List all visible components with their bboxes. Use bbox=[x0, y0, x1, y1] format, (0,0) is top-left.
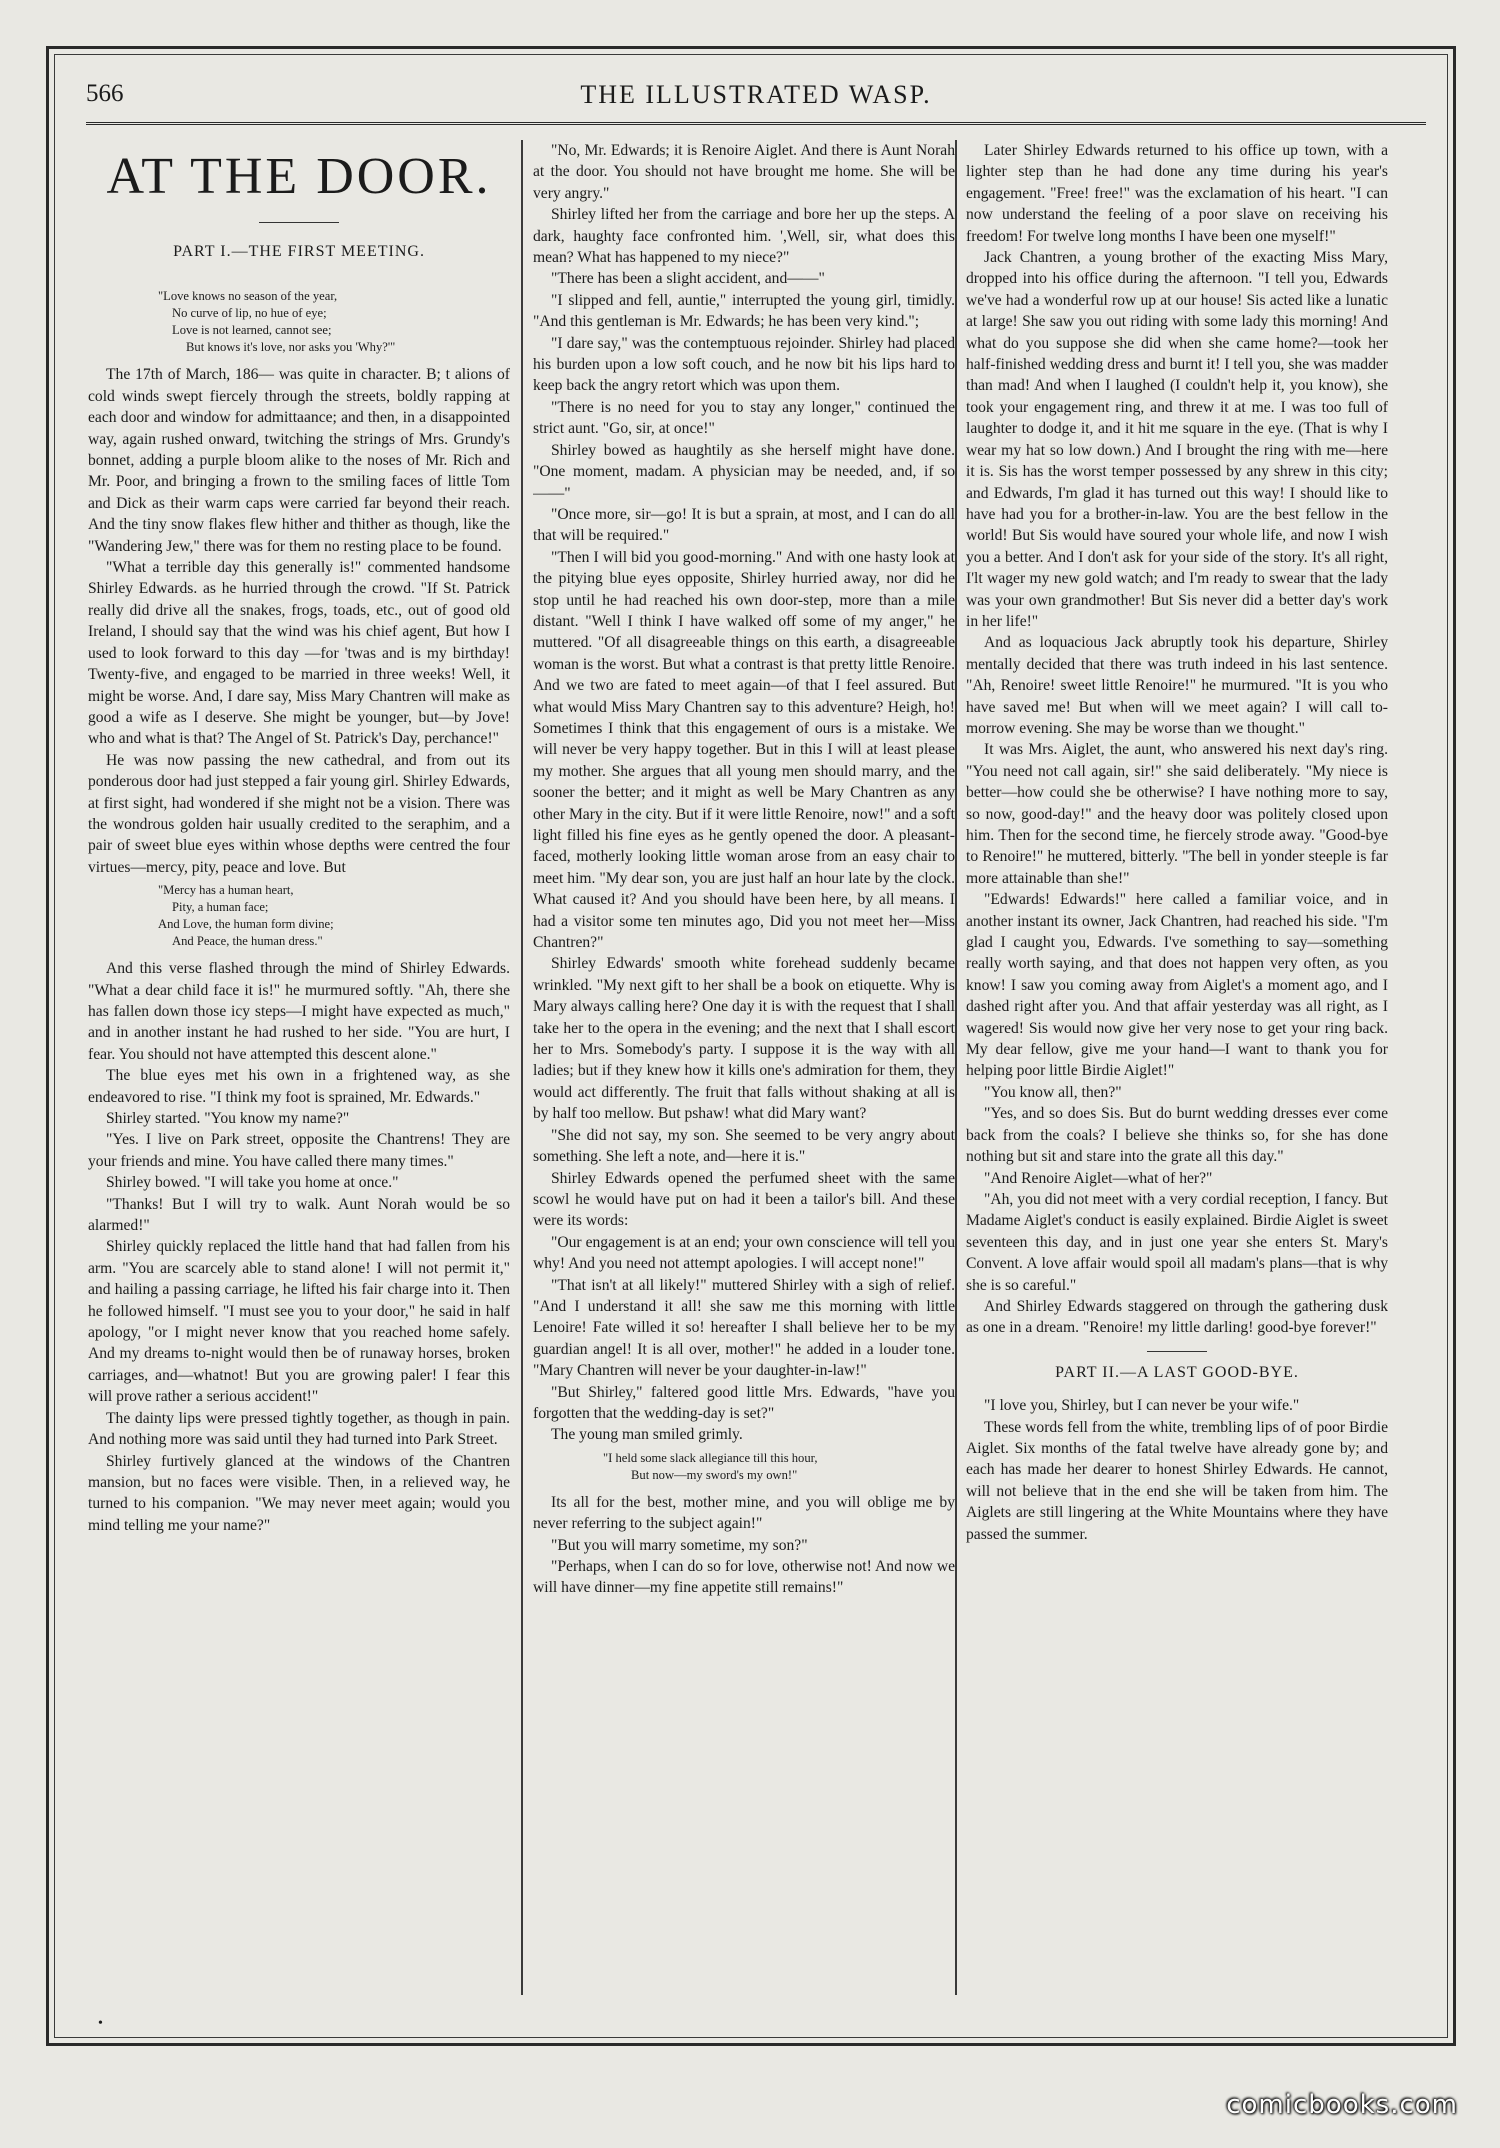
verse-line: Love is not learned, cannot see; bbox=[172, 323, 332, 338]
verse-line: But now—my sword's my own!" bbox=[631, 1467, 798, 1482]
epigraph bbox=[158, 288, 510, 356]
paragraph: The young man smiled grimly. bbox=[551, 1426, 743, 1444]
verse-line: "I held some slack allegiance till this hour, bbox=[603, 1450, 818, 1465]
verse-line: But knows it's love, nor asks you 'Why?'" bbox=[186, 340, 396, 355]
paragraph: Shirley furtively glanced at the windows of the Chantren mansion, but no faces were visible. Then, in a relieved way, he turned to his companion. "We may never meet again; would you mind telling me your name?" bbox=[88, 1452, 510, 1534]
paragraph: "Our engagement is at an end; your own conscience will tell you why! And you need not attempt apologies. I will accept none!" bbox=[533, 1233, 955, 1273]
paragraph: "I dare say," was the contemptuous rejoinder. Shirley had placed his burden upon a low soft couch, and he now bit his lips hard to keep back the angry retort which was upon them. bbox=[533, 334, 955, 395]
paragraph: "I slipped and fell, auntie," interrupted the young girl, timidly. "And this gentleman is Mr. Edwards; he has been very kind."; bbox=[533, 291, 955, 331]
paragraph: Shirley Edwards' smooth white forehead suddenly became wrinkled. "My next gift to her shall be a book on etiquette. Why is Mary always calling here? One day it is with the request that I shall take her to the opera in the evening; and the next that I shall escort her to Mrs. Somebody's party. I suppose it is the way with all ladies; but if they knew how it kills one's admiration for them, they would act differently. The fruit that falls without shaking at all is by half too mellow. But pshaw! what did Mary want? bbox=[533, 955, 955, 1123]
print-mark: • bbox=[98, 2016, 103, 2031]
paragraph: "Perhaps, when I can do so for love, otherwise not! And now we will have dinner—my fine appetite still remains!" bbox=[533, 1558, 955, 1597]
paragraph: "Thanks! But I will try to walk. Aunt Norah would be so alarmed!" bbox=[88, 1195, 510, 1235]
paragraph: These words fell from the white, trembling lips of of poor Birdie Aiglet. Six months of the fatal twelve have already gone by; and each has made her dearer to honest Shirley Edwards. He cannot, will not believe that in the end she will be taken from him. The Aiglets are still lingering at the White Mountains where they have passed the summer. bbox=[966, 1418, 1388, 1543]
verse-line: And Peace, the human dress." bbox=[172, 934, 323, 949]
verse-line: "Mercy has a human heart, bbox=[158, 883, 294, 898]
story-title: AT THE DOOR. bbox=[106, 148, 492, 205]
paragraph: Shirley bowed. "I will take you home at once." bbox=[106, 1174, 399, 1192]
section-rule bbox=[1147, 1351, 1207, 1352]
title-rule bbox=[259, 222, 339, 223]
column-3 bbox=[966, 140, 1388, 1995]
paragraph: He was now passing the new cathedral, and from out its ponderous door had just stepped a fair young girl. Shirley Edwards, at first sight, had wondered if she might not be a vision. There was the wondrous golden hair usually credited to the seraphim, and a pair of sweet blue eyes within whose depths were centred the four virtues—mercy, pity, peace and love. But bbox=[88, 751, 510, 876]
paragraph: And this verse flashed through the mind of Shirley Edwards. "What a dear child face it is!" he murmured softly. "Ah, there she has fallen down those icy steps—I might have expected as much," and in another instant he had rushed to her side. "You are hurt, I fear. You should not have attempted this descent alone." bbox=[88, 960, 510, 1063]
page-header bbox=[86, 80, 1426, 120]
part-heading: PART I.—THE FIRST MEETING. bbox=[173, 243, 425, 260]
paragraph: "Yes. I live on Park street, opposite the Chantrens! They are your friends and mine. You have called there many times." bbox=[88, 1131, 510, 1170]
paragraph: Shirley quickly replaced the little hand that had fallen from his arm. "You are scarcely able to stand alone! I will not permit it," and hailing a passing carriage, he lifted his fair charge into it. Then he followed himself. "I must see you to your door," he said in half apology, "or I might never know that you reached home safely. And my dreams to-night would then be of runaway horses, broken carriages, and—whatnot! But you are growing paler! I fear this will prove rather a serious accident!" bbox=[88, 1238, 510, 1406]
column-rule bbox=[955, 140, 957, 1995]
paragraph: Shirley started. "You know my name?" bbox=[106, 1110, 350, 1127]
verse-line: Pity, a human face; bbox=[172, 900, 269, 915]
page-number: 566 bbox=[86, 80, 124, 107]
header-rule bbox=[86, 122, 1426, 125]
paragraph: The dainty lips were pressed tightly together, as though in pain. And nothing more was said until they had turned into Park Street. bbox=[88, 1409, 510, 1449]
paragraph: "Once more, sir—go! It is but a sprain, at most, and I can do all that will be required." bbox=[533, 505, 955, 545]
paragraph: "What a terrible day this generally is!" commented handsome Shirley Edwards. as he hurried through the crowd. "If St. Patrick really did drive all the snakes, frogs, toads, etc., out of good old Ireland, I should say that the wind was his chief agent, But how I used to look forward to this day —for 'twas and is my birthday! Twenty-five, and engaged to be married in three weeks! Well, it might be worse. And, I dare say, Miss Mary Chantren will make as good a wife as I deserve. She might be younger, but—by Jove! who and what is that? The Angel of St. Patrick's Day, perchance!" bbox=[88, 559, 510, 748]
paragraph: "No, Mr. Edwards; it is Renoire Aiglet. And there is Aunt Norah at the door. You should not have brought me home. She will be very angry." bbox=[533, 142, 955, 202]
column-2 bbox=[533, 140, 955, 1995]
paragraph: Shirley Edwards opened the perfumed sheet with the same scowl he would have put on had it been a tailor's bill. And these were its words: bbox=[533, 1169, 955, 1230]
paragraph: Later Shirley Edwards returned to his office up town, with a lighter step than he had done any time during his year's engagement. "Free! free!" was the exclamation of his heart. "I can now understand the feeling of a poor slave on receiving his freedom! For twelve long months I have been one myself!" bbox=[966, 142, 1388, 245]
verse-quote bbox=[158, 882, 510, 950]
verse-line: No curve of lip, no hue of eye; bbox=[172, 306, 327, 321]
paragraph: "But Shirley," faltered good little Mrs. Edwards, "have you forgotten that the wedding-day is set?" bbox=[533, 1383, 955, 1422]
column-1 bbox=[88, 140, 510, 1995]
paragraph: "There has been a slight accident, and——" bbox=[551, 270, 825, 288]
paragraph: Jack Chantren, a young brother of the exacting Miss Mary, dropped into his office during the afternoon. "I tell you, Edwards we've had a wonderful row up at our house! Sis acted like a lunatic at large! She saw you out riding with some lady this morning! And what do you suppose she did when she came home?—took her half-finished wedding dress and burnt it! I tell you, she was madder than mad! And when I laughed (I couldn't help it, you know), she took your engagement ring, and threw it at me. I was too full of laughter to dodge it, and it hit me square in the eye. (That is why I wear my hat so low down.) And I brought the ring with me—here it is. Sis has the worst temper possessed by any shrew in this city; and Edwards, I'm glad it has turned out this way! I should like to have had you for a brother-in-law. You are the best fellow in the world! But Sis would have soured your whole life, and now I wish you a better. And I don't ask for your side of the story. It's all right, I'lt wager my new gold watch; and I'm ready to swear that the lady was your own grandmother! But Sis never did a better day's work in her life!" bbox=[966, 249, 1388, 630]
column-rule bbox=[521, 140, 523, 1995]
paragraph: "Ah, you did not meet with a very cordial reception, I fancy. But Madame Aiglet's conduct is easily explained. Birdie Aiglet is sweet seventeen this day, and in just one year she enters St. Mary's Convent. A love affair would spoil all madam's plans—that is why she is so careful." bbox=[966, 1190, 1388, 1294]
paragraph: And as loquacious Jack abruptly took his departure, Shirley mentally decided that there was truth indeed in his last sentence. "Ah, Renoire! sweet little Renoire!" he murmured. "It is you who have saved me! But when will we meet again? I will call to-morrow evening. She may be worse than we thought." bbox=[966, 634, 1388, 737]
verse-line: "Love knows no season of the year, bbox=[158, 289, 338, 304]
paragraph: "Edwards! Edwards!" here called a familiar voice, and in another instant its owner, Jack Chantren, had reached his side. "I'm glad I caught you, Edwards. I've something to say—something really worth saying, and that does not happen very often, as you know! I saw you coming away from Aiglet's a moment ago, and I dashed right after you. And that affair yesterday was all right, as I wagered! Sis would now give her very nose to get your ring back. My dear fellow, give me your hand—I want to thank you for helping poor little Birdie Aiglet!" bbox=[966, 891, 1388, 1080]
paragraph: "And Renoire Aiglet—what of her?" bbox=[984, 1169, 1213, 1187]
paragraph: And Shirley Edwards staggered on through the gathering dusk as one in a dream. "Renoire! my little darling! good-bye forever!" bbox=[966, 1297, 1388, 1337]
paragraph: The blue eyes met his own in a frightened way, as she endeavored to rise. "I think my foot is sprained, Mr. Edwards." bbox=[88, 1067, 510, 1106]
paragraph: "You know all, then?" bbox=[984, 1083, 1122, 1101]
paragraph: "There is no need for you to stay any longer," continued the strict aunt. "Go, sir, at once!" bbox=[533, 398, 955, 438]
verse-line: And Love, the human form divine; bbox=[158, 917, 334, 932]
watermark: comicbooks.com bbox=[1226, 2090, 1458, 2120]
paragraph: "I love you, Shirley, but I can never be your wife." bbox=[984, 1397, 1300, 1415]
paragraph: "She did not say, my son. She seemed to be very angry about something. She left a note, and—here it is." bbox=[533, 1126, 955, 1166]
paragraph: Its all for the best, mother mine, and you will oblige me by never referring to the subject again!" bbox=[533, 1493, 955, 1533]
paragraph: "Yes, and so does Sis. But do burnt wedding dresses ever come back from the coals? I believe she thinks so, for she has done nothing but sit and stare into the grate all this day." bbox=[966, 1105, 1388, 1166]
paragraph: It was Mrs. Aiglet, the aunt, who answered his next day's ring. "You need not call again, sir!" she said deliberately. "My niece is better—how could she be otherwise? I have nothing more to say, so now, good-day!" and the heavy door was politely closed upon him. Then for the second time, he fiercely strode away. "Good-bye to Renoire!" he muttered, bitterly. "The bell in yonder steeple is far more attainable than she!" bbox=[966, 741, 1388, 887]
paragraph: "But you will marry sometime, my son?" bbox=[551, 1536, 808, 1554]
paragraph: "That isn't at all likely!" muttered Shirley with a sigh of relief. "And I understand it all! she saw me this morning with little Lenoire! Fate willed it so! hereafter I shall believe her to be my guardian angel! It is all over, mother!" he added in a louder tone. "Mary Chantren will never be your daughter-in-law!" bbox=[533, 1276, 955, 1380]
verse-quote bbox=[603, 1450, 955, 1484]
part-heading: PART II.—A LAST GOOD-BYE. bbox=[1055, 1363, 1299, 1381]
paragraph: Shirley lifted her from the carriage and bore her up the steps. A dark, haughty face confronted him. ',Well, sir, what does this mean? What has happened to my niece?" bbox=[533, 206, 955, 267]
masthead: THE ILLUSTRATED WASP. bbox=[580, 80, 932, 109]
paragraph: Shirley bowed as haughtily as she herself might have done. "One moment, madam. A physician may be needed, and, if so——" bbox=[533, 441, 955, 502]
paragraph: "Then I will bid you good-morning." And with one hasty look at the pitying blue eyes opposite, Shirley hurried away, nor did he stop until he had reached his own door-step, more than a mile distant. "Well I think I have walked off some of my anger," he muttered. "Of all disagreeable things on this earth, a disagreeable woman is the worst. But what a contrast is that pretty little Renoire. And we two are fated to meet again—of that I feel assured. But what would Miss Mary Chantren say to this adventure? Heigh, ho! Sometimes I think that this engagement of ours is a mistake. We will never be very happy together. But in this I will at least please my mother. She argues that all young men should marry, and the sooner the better; and it might as well be Mary Chantren as any other Mary in the city. But if it were little Renoire, now!" and a soft light filled his fine eyes as he gently opened the door. A pleasant-faced, motherly looking little woman arose from an easy chair to meet him. "My dear son, you are just half an hour late by the clock. What caused it? And you should have been here, by all means. I had a visitor some ten minutes ago, Did you not meet her—Miss Chantren?" bbox=[533, 548, 955, 952]
paragraph: The 17th of March, 186— was quite in character. B; t alions of cold winds swept fiercely through the streets, boldly rapping at each door and window for admittaance; and then, in a disappointed way, again rushed onward, twitching the strings of Mrs. Grundy's bonnet, adding a purple bloom alike to the noses of Mr. Rich and Mr. Poor, and bringing a frown to the smiling faces of little Tom and Dick as their warm caps were carried far beyond their reach. And the tiny snow flakes flew hither and thither as though, like the "Wandering Jew," there was for them no resting place to be found. bbox=[88, 366, 510, 555]
